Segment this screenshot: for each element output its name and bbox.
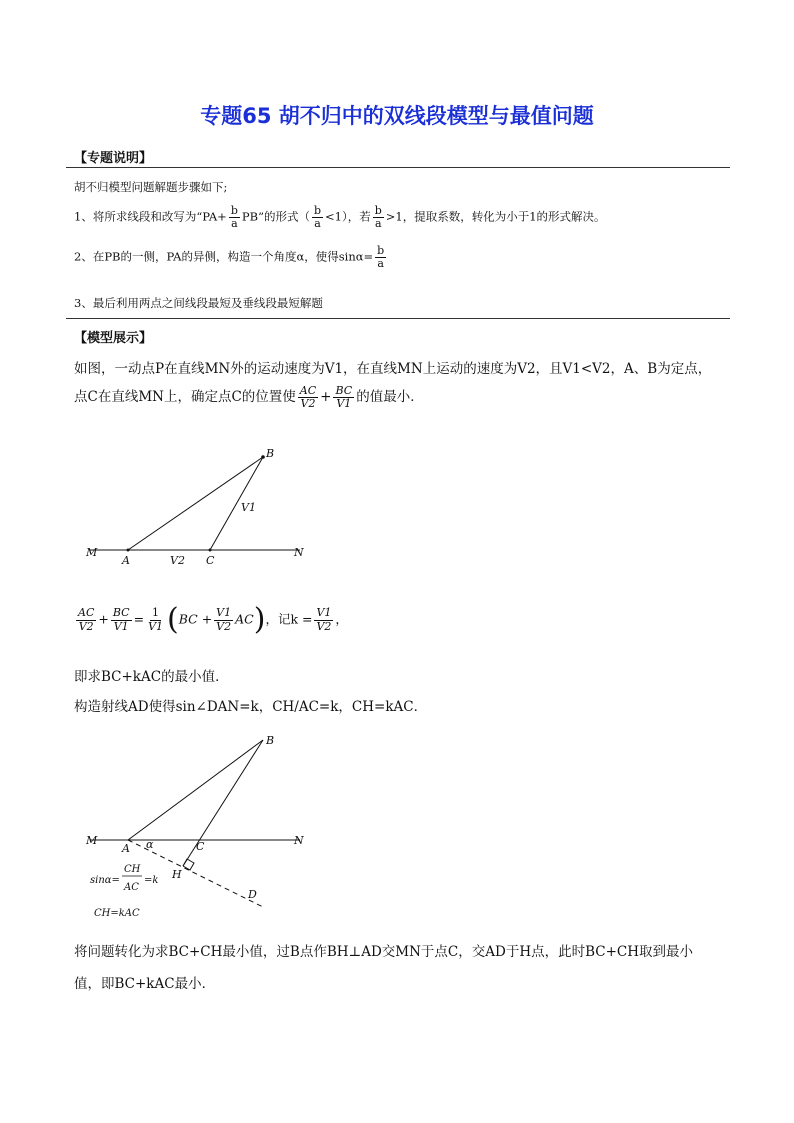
segment-ab [128, 740, 263, 840]
figure-2 [80, 730, 320, 925]
paragraph-2: 点C在直线MN上，确定点C的位置使 $\frac{AC}{V2}$ + $\frac{BC}{V1}$ 的值最小． [74, 384, 424, 411]
label-ch-kac: CH=kAC [94, 908, 140, 919]
step2-text: 2、在PB的一侧，PA的异侧，构造一个角度α，使得sinα= [74, 249, 374, 264]
label-eq-k: =k [144, 875, 159, 886]
divider [66, 318, 730, 319]
fraction-ac-over-v2: $\frac{AC}{V2}$ [78, 606, 95, 633]
fraction-1-over-v1: $\frac{1}{V1}$ [148, 606, 164, 633]
label-h: H [172, 868, 182, 881]
label-a: A [122, 554, 130, 567]
label-m: M [86, 834, 98, 847]
formula-bc: BC + [178, 611, 213, 627]
figure-1 [80, 445, 320, 575]
label-c: C [196, 840, 205, 853]
section-heading-model: 【模型展示】 [74, 331, 153, 346]
paragraph-5: 将问题转化为求BC+CH最小值，过B点作BH⊥AD交MN于点C，交AD于H点，此时BC+CH取到最小 [74, 944, 694, 960]
fraction-b-over-a: $\frac{b}{a}$ [377, 244, 385, 271]
p2-text-b: 的值最小． [356, 389, 424, 406]
label-b: B [266, 734, 275, 747]
label-a: A [122, 842, 130, 855]
formula-k: ，记k = [265, 611, 313, 627]
label-v1: V1 [241, 501, 256, 514]
step-2 [74, 245, 388, 270]
point-b [261, 455, 265, 459]
intro-text: 胡不归模型问题解题步骤如下; [74, 180, 228, 194]
p2-text-a: 点C在直线MN上，确定点C的位置使 [74, 389, 296, 406]
fraction-v1-over-v2: $\frac{V1}{V2}$ [316, 606, 332, 633]
paragraph-3: 即求BC+kAC的最小值． [74, 669, 229, 685]
step1-text-c: <1），若 [325, 209, 371, 224]
point-a [127, 549, 130, 552]
divider [66, 167, 730, 168]
label-ac: AC [124, 882, 139, 893]
step1-text-a: 1、将所求线段和改写为“PA+ [74, 209, 227, 224]
label-ch: CH [124, 864, 141, 875]
paragraph-6: 值，即BC+kAC最小． [74, 976, 216, 992]
formula-end: ， [335, 611, 348, 627]
fraction-b-over-a: $\frac{b}{a}$ [230, 204, 238, 231]
label-alpha: α [146, 838, 154, 851]
paragraph-4: 构造射线AD使得sin∠DAN=k，CH/AC=k，CH=kAC． [74, 699, 428, 715]
label-v2: V2 [170, 554, 185, 567]
paragraph-1: 如图，一动点P在直线MN外的运动速度为V1，在直线MN上运动的速度为V2，且V1<V2，A、B为定点， [74, 361, 712, 377]
label-n: N [294, 546, 304, 559]
segment-hb [183, 740, 263, 866]
step1-text-b: PB”的形式（ [241, 209, 310, 224]
fraction-v1-over-v2: $\frac{V1}{V2}$ [216, 606, 232, 633]
fraction-b-over-a: $\frac{b}{a}$ [313, 204, 321, 231]
fraction-bc-over-v1: $\frac{BC}{V1}$ [335, 384, 353, 411]
fraction-bc-over-v1: $\frac{BC}{V1}$ [112, 606, 130, 633]
formula-line: $\frac{AC}{V2}$ + $\frac{BC}{V1}$ = $\frac{1}{V1}$ (BC + $\frac{V1}{V2}$ AC)，记k = $\frac{V1}{V2}$ ， [78, 602, 348, 637]
label-sin: sinα= [90, 875, 120, 886]
step1-text-d: >1，提取系数，转化为小于1的形式解决。 [385, 209, 606, 224]
page-title: 专题65 胡不归中的双线段模型与最值问题 [200, 104, 594, 128]
fraction-ac-over-v2: $\frac{AC}{V2}$ [299, 384, 317, 411]
label-b: B [266, 447, 275, 460]
step-3: 3、最后利用两点之间线段最短及垂线段最短解题 [74, 296, 323, 310]
section-heading-explanation: 【专题说明】 [74, 151, 153, 166]
step-1 [74, 205, 606, 230]
label-n: N [294, 834, 304, 847]
label-m: M [86, 546, 98, 559]
fraction-b-over-a: $\frac{b}{a}$ [374, 204, 382, 231]
formula-ac: AC [235, 611, 254, 627]
label-c: C [206, 554, 215, 567]
point-c [209, 549, 212, 552]
label-d: D [248, 888, 257, 901]
